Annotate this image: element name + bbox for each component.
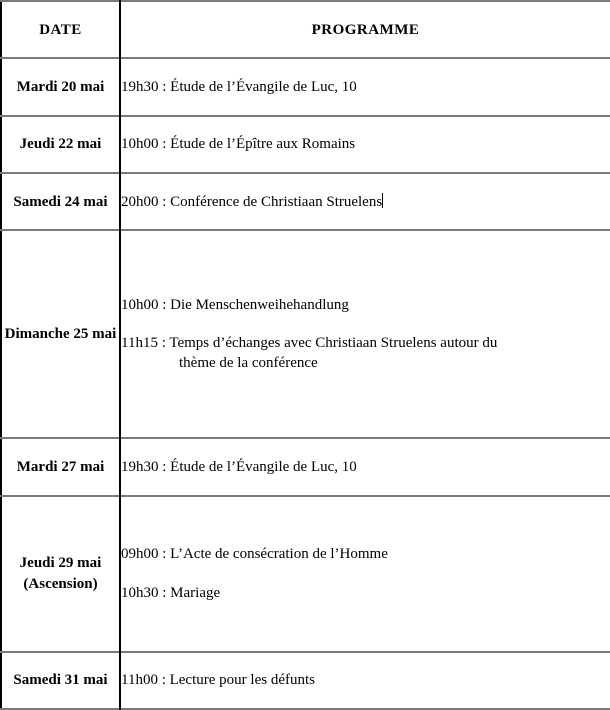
programme-entry	[121, 583, 610, 603]
table-row	[1, 438, 610, 495]
programme-entry	[121, 670, 610, 690]
programme-entry-text: 11h00 : Lecture pour les défunts	[121, 672, 315, 689]
programme-entry-text: 10h00 : Die Menschenweihehandlung	[121, 296, 349, 313]
table-row	[1, 230, 610, 438]
column-header-programme: PROGRAMME	[311, 21, 420, 38]
programme-entry	[121, 544, 610, 564]
cell-programme[interactable]	[120, 173, 610, 230]
cell-programme	[120, 116, 610, 173]
programme-entry-text: 09h00 : L’Acte de consécration de l’Homme	[121, 546, 388, 563]
table-header-row	[1, 1, 610, 58]
programme-entry-text: 20h00 : Conférence de Christiaan Struelens	[121, 193, 383, 210]
table-row	[1, 116, 610, 173]
cell-programme	[120, 438, 610, 495]
cell-date: Dimanche 25 mai	[1, 230, 120, 438]
programme-entry-text: 11h15 : Temps d’échanges avec Christiaan Struelens autour du	[121, 335, 498, 352]
column-header-date: DATE	[1, 1, 120, 58]
cell-date: Jeudi 22 mai	[1, 116, 120, 173]
cell-date: Samedi 31 mai	[1, 652, 120, 709]
programme-entry-text: 10h00 : Étude de l’Épître aux Romains	[121, 136, 356, 153]
table-row	[1, 173, 610, 230]
programme-entry	[121, 77, 610, 97]
programme-entry-text: 19h30 : Étude de l’Évangile de Luc, 10	[121, 458, 357, 475]
programme-entry	[121, 134, 610, 154]
programme-entry-continuation: thème de la conférence	[179, 355, 318, 372]
cell-date: Mardi 20 mai	[1, 58, 120, 115]
table-row	[1, 652, 610, 709]
cell-date: Samedi 24 mai	[1, 173, 120, 230]
cell-programme	[120, 230, 610, 438]
programme-entry-text: 19h30 : Étude de l’Évangile de Luc, 10	[121, 78, 357, 95]
text-cursor-caret	[382, 193, 383, 208]
cell-date: Mardi 27 mai	[1, 438, 120, 495]
programme-entry	[121, 333, 610, 374]
schedule-table-body	[1, 1, 610, 709]
table-row	[1, 58, 610, 115]
cell-programme	[120, 58, 610, 115]
programme-entry	[121, 192, 610, 212]
programme-entry-text: 10h30 : Mariage	[121, 584, 221, 601]
table-row	[1, 496, 610, 652]
cell-programme	[120, 496, 610, 652]
programme-entry	[121, 457, 610, 477]
cell-programme	[120, 652, 610, 709]
programme-entry	[121, 295, 610, 315]
cell-date: Jeudi 29 mai (Ascension)	[1, 496, 120, 652]
